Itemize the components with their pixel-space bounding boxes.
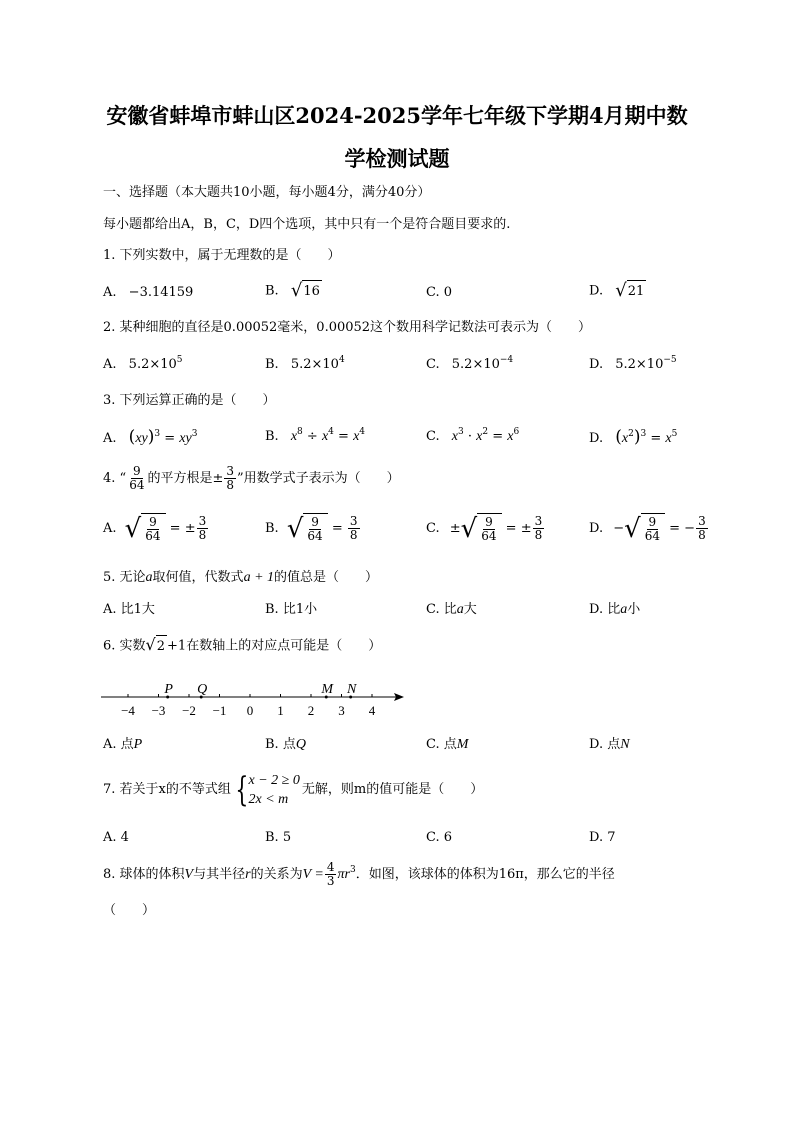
- radicand: 16: [302, 280, 322, 302]
- fraction: [533, 515, 545, 542]
- mantissa: 5.2×10: [290, 357, 339, 372]
- q3-d-expr: $(x^2)^3 = x^5$: [615, 427, 678, 447]
- denominator: 3: [326, 874, 335, 888]
- mantissa: 5.2×10: [451, 357, 500, 372]
- q2-d-value: [615, 357, 676, 372]
- option-letter: A.: [103, 285, 117, 300]
- question-3-stem: 3. 下列运算正确的是（ ）: [103, 393, 276, 408]
- q3-option-b: [265, 427, 365, 447]
- question-5-stem: [103, 568, 378, 588]
- q5-option-a: A. 比1大: [103, 602, 155, 617]
- stem-text: 与其半径: [193, 867, 246, 882]
- tick-label: 3: [338, 703, 345, 718]
- point-n: N: [620, 737, 630, 752]
- option-text: C. 点: [426, 737, 457, 752]
- stem-text: 的平方根是±: [147, 471, 224, 486]
- number-line-ticks: [121, 694, 376, 718]
- fraction: [197, 515, 209, 542]
- q3-option-c: [426, 427, 519, 447]
- numerator: 3: [349, 514, 358, 528]
- q1-option-d: [589, 280, 646, 302]
- option-text: C. 比: [426, 602, 457, 617]
- inequality-1: x − 2 ≥ 0: [248, 772, 300, 788]
- q4-option-a: A. √ $\frac{9}{64}$ = ± $\frac{3}{8}$: [103, 513, 207, 544]
- numerator: 9: [648, 515, 657, 529]
- section-heading: 一、选择题（本大题共10小题，每小题4分，满分40分）: [103, 185, 431, 200]
- option-text: D. 比: [589, 602, 621, 617]
- q2-c-value: [452, 357, 513, 372]
- q4-option-d: D. − √ $\frac{9}{64}$ = − $\frac{3}{8}$: [589, 513, 706, 544]
- q6-option-a: [103, 735, 142, 755]
- sqrt: √ $\frac{9}{64}$: [287, 513, 328, 545]
- point-n-label: N: [346, 682, 357, 697]
- volume-value: 16π: [498, 867, 524, 882]
- tick-label: 4: [368, 703, 376, 718]
- denominator: 8: [226, 478, 235, 492]
- denominator: 8: [198, 528, 207, 542]
- numerator: 3: [198, 514, 207, 528]
- q6-option-b: [265, 735, 306, 755]
- point-q-label: Q: [197, 682, 208, 697]
- numerator: 3: [698, 514, 706, 528]
- stem-text: 8. 球体的体积: [103, 867, 185, 882]
- stem-text: ，那么它的半径: [523, 867, 615, 882]
- page-title-line2: 学检测试题: [344, 146, 450, 171]
- tick-label: −2: [182, 703, 196, 718]
- exponent: 3: [349, 865, 356, 875]
- section-instruction: 每小题都给出A，B，C，D四个选项，其中只有一个是符合题目要求的.: [103, 217, 511, 232]
- option-letter: B.: [265, 357, 279, 372]
- stem-text: ”用数学式子表示为（ ）: [237, 471, 400, 486]
- plus-one: +1: [167, 638, 187, 654]
- exponent: 5: [176, 355, 183, 365]
- q2-a-value: [129, 357, 183, 372]
- question-7-stem: [103, 767, 483, 813]
- option-letter: D.: [589, 431, 604, 446]
- option-letter: C.: [426, 357, 440, 372]
- stem-text: 无解，则m的值可能是（ ）: [301, 782, 484, 797]
- q1-d-sqrt: √ 21: [615, 280, 645, 301]
- stem-text: 的关系为: [250, 867, 303, 882]
- q7-option-c: C. 6: [426, 830, 453, 845]
- point-m: M: [456, 737, 469, 752]
- question-6-stem: [103, 635, 381, 657]
- sqrt: √ $\frac{9}{64}$: [624, 513, 665, 545]
- number-line: [98, 674, 418, 724]
- system-brace: {: [235, 769, 249, 810]
- inequality-system: [249, 771, 300, 809]
- fraction-3-8: [224, 465, 236, 492]
- option-letter: C.: [426, 429, 440, 444]
- point-p-label: P: [164, 682, 173, 697]
- option-letter: A.: [103, 357, 117, 372]
- var-r: r: [245, 867, 251, 882]
- sqrt: √ $\frac{9}{64}$: [461, 513, 502, 545]
- stem-text: ．如图，该球体的体积为: [355, 867, 499, 882]
- numerator: 9: [485, 515, 493, 529]
- q1-option-c: C. 0: [426, 285, 453, 300]
- q3-option-d: [589, 427, 677, 449]
- stem-text: 5. 无论: [103, 570, 146, 585]
- point-m-label: M: [321, 682, 334, 697]
- denominator: 64: [644, 529, 660, 543]
- q5-option-d: [589, 600, 640, 620]
- mantissa: 5.2×10: [128, 357, 177, 372]
- option-letter: D.: [589, 283, 604, 299]
- option-letter: D.: [589, 357, 604, 372]
- denominator: 64: [145, 529, 161, 543]
- option-letter: B.: [265, 283, 279, 299]
- stem-text: 4. “: [103, 471, 127, 486]
- fraction: [696, 515, 708, 542]
- var-a: a: [145, 570, 153, 585]
- sqrt-2: √ 2: [146, 635, 167, 657]
- q3-a-expr: $(xy)^3 = xy^3$: [128, 427, 198, 447]
- sqrt: √ $\frac{9}{64}$: [125, 513, 166, 545]
- q2-option-a: [103, 355, 183, 375]
- option-letter: A.: [103, 521, 117, 536]
- question-8-stem-line2: （ ）: [103, 903, 156, 918]
- radicand: 2: [156, 635, 167, 657]
- option-text: B. 点: [265, 737, 296, 752]
- numerator: 9: [133, 464, 141, 478]
- formula-right: πr: [337, 867, 350, 882]
- denominator: 64: [481, 529, 497, 543]
- q7-option-a: A. 4: [103, 830, 129, 845]
- q2-b-value: [291, 357, 345, 372]
- denominator: 8: [698, 528, 706, 542]
- formula-left: V =: [302, 867, 324, 882]
- q3-c-expr: $x^3 \cdot x^2 = x^6$: [451, 427, 520, 444]
- exponent: 4: [338, 355, 345, 365]
- option-text: A. 点: [103, 737, 134, 752]
- point-q: Q: [295, 737, 306, 752]
- option-letter: C.: [426, 521, 440, 536]
- inequality-2: 2x < m: [248, 791, 289, 807]
- fraction: [348, 515, 360, 542]
- q1-option-a: [103, 283, 193, 303]
- fraction-9-64: [127, 465, 146, 492]
- option-letter: D.: [589, 521, 604, 536]
- option-letter: A.: [103, 431, 117, 446]
- var-v: V: [184, 867, 194, 882]
- q2-option-b: [265, 355, 345, 375]
- stem-text: 6. 实数: [103, 638, 146, 654]
- expr-a-plus-1: a + 1: [243, 570, 275, 585]
- exponent: −5: [663, 355, 677, 365]
- q2-option-d: [589, 355, 677, 375]
- denominator: 8: [349, 528, 358, 542]
- q4-option-b: B. √ $\frac{9}{64}$ = $\frac{3}{8}$: [265, 513, 358, 544]
- numerator: 3: [226, 464, 235, 478]
- number-line-points: [163, 682, 357, 699]
- denominator: 8: [534, 528, 543, 542]
- numerator: 4: [326, 860, 335, 874]
- numerator: 9: [149, 515, 157, 529]
- numerator: 3: [534, 514, 543, 528]
- option-letter: B.: [265, 429, 279, 444]
- stem-text: 7. 若关于x的不等式组: [103, 782, 231, 797]
- q6-option-d: [589, 735, 630, 755]
- q3-b-expr: $x^8 \div x^4 = x^4$: [290, 427, 366, 444]
- page-title-line1: 安徽省蚌埠市蚌山区2024-2025学年七年级下学期4月期中数: [106, 103, 688, 128]
- question-8-stem: [103, 860, 615, 890]
- q1-b-sqrt: √ 16: [290, 280, 320, 301]
- q5-option-b: B. 比1小: [265, 602, 318, 617]
- var-a: a: [456, 602, 464, 617]
- q7-option-d: D. 7: [589, 830, 616, 845]
- point-p: P: [133, 737, 143, 752]
- question-4-stem: [103, 463, 400, 495]
- tick-label: −3: [151, 703, 166, 718]
- tick-label: 1: [277, 703, 284, 718]
- denominator: 64: [129, 478, 145, 492]
- option-text: 大: [463, 602, 477, 617]
- numerator: 9: [311, 515, 319, 529]
- stem-text: 在数轴上的对应点可能是（ ）: [186, 638, 382, 654]
- question-2-stem: 2. 某种细胞的直径是0.00052毫米，0.00052这个数用科学记数法可表示为（ ）: [103, 320, 592, 335]
- option-text: D. 点: [589, 737, 621, 752]
- tick-label: 2: [307, 703, 315, 718]
- q4-option-c: C. ± √ $\frac{9}{64}$ = ± $\frac{3}{8}$: [426, 513, 543, 544]
- q1-a-value: −3.14159: [128, 285, 194, 300]
- fraction-4-3: [325, 861, 337, 888]
- q3-option-a: [103, 427, 197, 449]
- tick-label: −4: [121, 703, 135, 718]
- mantissa: 5.2×10: [615, 357, 664, 372]
- q2-option-c: [426, 355, 513, 375]
- q1-option-b: [265, 280, 322, 302]
- radicand: 21: [627, 280, 647, 302]
- q6-option-c: [426, 735, 468, 755]
- tick-label: −1: [212, 703, 227, 718]
- stem-text: 取何值，代数式: [152, 570, 244, 585]
- denominator: 64: [307, 529, 323, 543]
- var-a: a: [620, 602, 628, 617]
- stem-text: 的值总是（ ）: [274, 570, 379, 585]
- q7-option-b: B. 5: [265, 830, 292, 845]
- option-letter: B.: [265, 521, 279, 536]
- q5-option-c: [426, 600, 477, 620]
- exponent: −4: [499, 355, 514, 365]
- question-1-stem: 1. 下列实数中，属于无理数的是（ ）: [103, 248, 341, 263]
- tick-label: 0: [246, 703, 254, 718]
- option-text: 小: [627, 602, 641, 617]
